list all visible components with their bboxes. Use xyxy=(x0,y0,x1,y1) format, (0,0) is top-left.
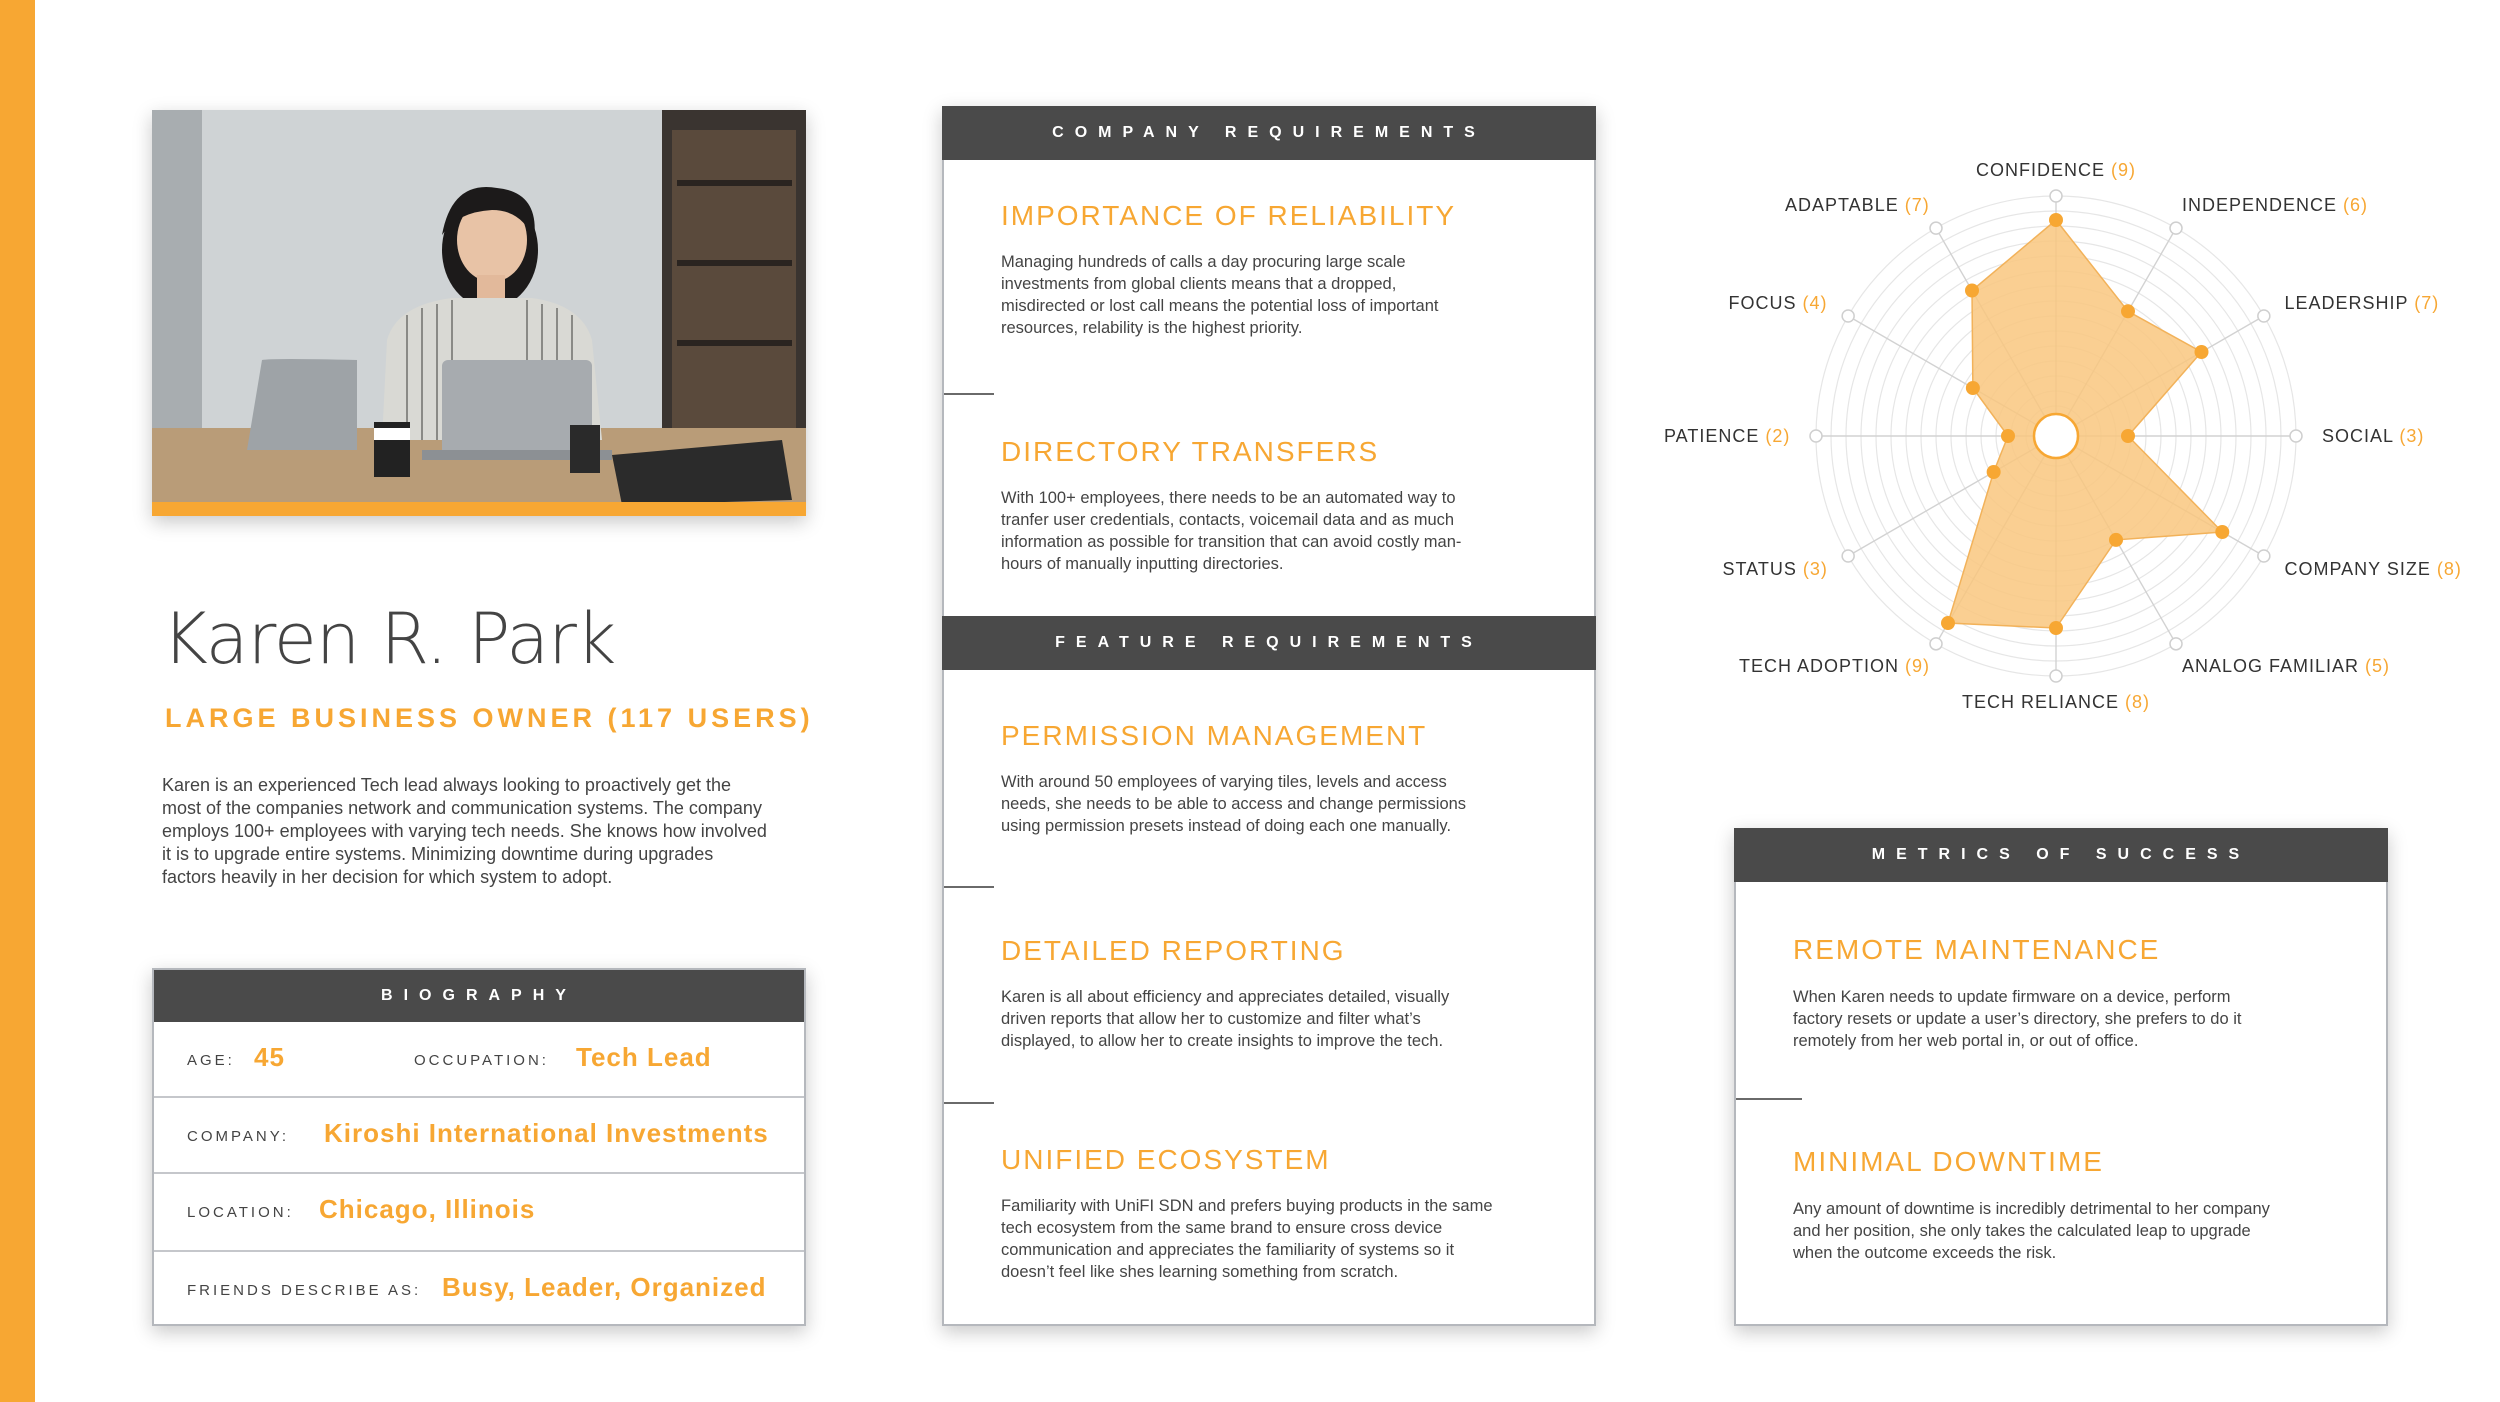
radar-label-score: (4) xyxy=(1802,292,1828,313)
section-body-remote: When Karen needs to update firmware on a device, perform factory resets or update a user’s directory, she prefers to do it remotely from her web portal in, or out of office. xyxy=(1793,988,2242,1050)
radar-label-score: (8) xyxy=(2436,558,2462,579)
radar-label-score: (6) xyxy=(2343,195,2369,216)
radar-point-leadership xyxy=(2194,345,2208,359)
radar-label-score: (3) xyxy=(1802,558,1828,579)
radar-label-confidence xyxy=(1976,160,2136,181)
biography-card xyxy=(152,968,806,1326)
radar-label-leadership xyxy=(2284,293,2439,314)
radar-point-tech-adoption xyxy=(1941,616,1955,630)
company-requirements-header: COMPANY REQUIREMENTS xyxy=(942,106,1596,160)
radar-point-status xyxy=(1987,465,2001,479)
occupation-value: Tech Lead xyxy=(576,1042,712,1072)
section-body-directory: With 100+ employees, there needs to be an automated way to tranfer user credentials, contacts, voicemail data and as much information as possible for transition that can avoid costly man-hours of manually inputting directories. xyxy=(1001,489,1462,573)
section-title-remote: REMOTE MAINTENANCE xyxy=(1793,934,2161,965)
radar-label-score: (9) xyxy=(2111,159,2137,180)
bio-row-company xyxy=(154,1098,804,1174)
section-divider xyxy=(944,1102,994,1104)
bio-row-friends xyxy=(154,1252,804,1326)
radar-label-text: SOCIAL xyxy=(2322,425,2400,446)
radar-axis-marker xyxy=(2258,550,2270,562)
section-title-reporting: DETAILED REPORTING xyxy=(1001,935,1346,966)
section-body-ecosystem: Familiarity with UniFI SDN and prefers buying products in the same tech ecosystem from the same brand to ensure cross device communication and appreciates the familiarity of systems so it doesn’t feel like shes learning something from scratch. xyxy=(1001,1197,1493,1281)
radar-axis-marker xyxy=(2170,638,2182,650)
section-title-ecosystem: UNIFIED ECOSYSTEM xyxy=(1001,1144,1331,1175)
radar-label-text: CONFIDENCE xyxy=(1976,159,2112,180)
radar-label-tech-adoption xyxy=(1739,656,1930,677)
radar-label-text: STATUS xyxy=(1722,558,1803,579)
radar-label-adaptable xyxy=(1785,195,1930,216)
radar-label-score: (9) xyxy=(1905,655,1931,676)
radar-label-text: COMPANY SIZE xyxy=(2284,558,2437,579)
radar-axis-marker xyxy=(1930,222,1942,234)
biography-header: BIOGRAPHY xyxy=(154,970,804,1022)
company-value: Kiroshi International Investments xyxy=(324,1118,769,1148)
radar-point-focus xyxy=(1966,381,1980,395)
photo-accent-bar xyxy=(152,502,806,516)
section-body-downtime: Any amount of downtime is incredibly detrimental to her company and her position, she only takes the calculated leap to upgrade when the outcome exceeds the risk. xyxy=(1793,1200,2270,1262)
age-value: 45 xyxy=(254,1042,285,1072)
radar-point-confidence xyxy=(2049,213,2063,227)
radar-axis-marker xyxy=(2258,310,2270,322)
radar-label-text: TECH ADOPTION xyxy=(1739,655,1906,676)
section-body-reliability: Managing hundreds of calls a day procuring large scale investments from global clients means that a dropped, misdirected or lost call means the potential loss of important resources, relability is the highest priority. xyxy=(1001,253,1439,337)
section-title-downtime: MINIMAL DOWNTIME xyxy=(1793,1146,2104,1177)
radar-label-score: (8) xyxy=(2125,691,2151,712)
section-title-permission: PERMISSION MANAGEMENT xyxy=(1001,720,1428,751)
radar-label-text: PATIENCE xyxy=(1664,425,1766,446)
persona-description: Karen is an experienced Tech lead always looking to proactively get the most of the companies network and communication systems. The company employs 100+ employees with varying tech needs. She knows how involved it is to upgrade entire systems. Minimizing downtime during upgrades factors heavily in her decision for which system to adopt. xyxy=(162,775,767,887)
radar-axis-marker xyxy=(2050,670,2062,682)
radar-label-patience xyxy=(1664,426,1790,447)
location-value: Chicago, Illinois xyxy=(319,1194,536,1224)
metrics-header: METRICS OF SUCCESS xyxy=(1734,828,2388,882)
radar-label-score: (2) xyxy=(1765,425,1791,446)
radar-label-independence xyxy=(2182,195,2368,216)
radar-axis-marker xyxy=(2290,430,2302,442)
section-divider xyxy=(944,886,994,888)
radar-label-text: TECH RELIANCE xyxy=(1962,691,2126,712)
personality-radar-chart xyxy=(1650,130,2500,750)
radar-label-text: ADAPTABLE xyxy=(1785,195,1905,216)
occupation-label: OCCUPATION: xyxy=(414,1052,549,1069)
radar-label-focus xyxy=(1729,293,1828,314)
radar-label-text: INDEPENDENCE xyxy=(2182,195,2344,216)
radar-label-text: LEADERSHIP xyxy=(2284,292,2415,313)
radar-axis-marker xyxy=(1930,638,1942,650)
radar-axis-marker xyxy=(2050,190,2062,202)
radar-point-analog-familiar xyxy=(2109,533,2123,547)
radar-label-text: FOCUS xyxy=(1728,292,1803,313)
radar-label-text: ANALOG FAMILIAR xyxy=(2182,655,2366,676)
company-label: COMPANY: xyxy=(187,1128,290,1145)
radar-point-company-size xyxy=(2215,525,2229,539)
section-title-reliability: IMPORTANCE OF RELIABILITY xyxy=(1001,200,1457,231)
friends-value: Busy, Leader, Organized xyxy=(442,1272,767,1302)
radar-label-score: (7) xyxy=(1904,195,1930,216)
age-label: AGE: xyxy=(187,1052,235,1069)
radar-center xyxy=(2034,414,2078,458)
radar-axis-marker xyxy=(2170,222,2182,234)
metrics-card xyxy=(1734,828,2388,1326)
persona-photo xyxy=(152,110,806,516)
radar-label-score: (3) xyxy=(2399,425,2425,446)
radar-label-analog-familiar xyxy=(2182,656,2390,677)
radar-label-social xyxy=(2322,426,2424,447)
radar-axis-marker xyxy=(1842,550,1854,562)
persona-role: LARGE BUSINESS OWNER (117 USERS) xyxy=(165,703,814,733)
radar-point-social xyxy=(2121,429,2135,443)
bio-row-age-occupation xyxy=(154,1022,804,1098)
radar-label-score: (5) xyxy=(2365,655,2391,676)
radar-axis-marker xyxy=(1842,310,1854,322)
requirements-card xyxy=(942,106,1596,1326)
radar-point-patience xyxy=(2001,429,2015,443)
section-title-directory: DIRECTORY TRANSFERS xyxy=(1001,436,1380,467)
radar-point-tech-reliance xyxy=(2049,621,2063,635)
accent-side-bar xyxy=(0,0,35,1402)
radar-axis-marker xyxy=(1810,430,1822,442)
section-body-permission: With around 50 employees of varying tiles, levels and access needs, she needs to be able to access and change permissions using permission presets instead of doing each one manually. xyxy=(1001,773,1467,835)
section-divider xyxy=(1736,1098,1802,1100)
bio-row-location xyxy=(154,1174,804,1252)
radar-label-tech-reliance xyxy=(1962,692,2150,713)
friends-label: FRIENDS DESCRIBE AS: xyxy=(187,1282,422,1299)
section-divider xyxy=(944,393,994,395)
radar-label-company-size xyxy=(2284,559,2461,580)
location-label: LOCATION: xyxy=(187,1204,294,1221)
radar-label-status xyxy=(1723,559,1828,580)
radar-point-adaptable xyxy=(1965,284,1979,298)
radar-area xyxy=(1948,220,2222,628)
radar-label-score: (7) xyxy=(2414,292,2440,313)
section-body-reporting: Karen is all about efficiency and appreciates detailed, visually driven reports that allow her to customize and filter what’s displayed, to allow her to create insights to improve the tech. xyxy=(1001,988,1450,1050)
radar-point-independence xyxy=(2121,304,2135,318)
feature-requirements-header: FEATURE REQUIREMENTS xyxy=(942,616,1596,670)
persona-name: Karen R. Park xyxy=(162,598,616,680)
